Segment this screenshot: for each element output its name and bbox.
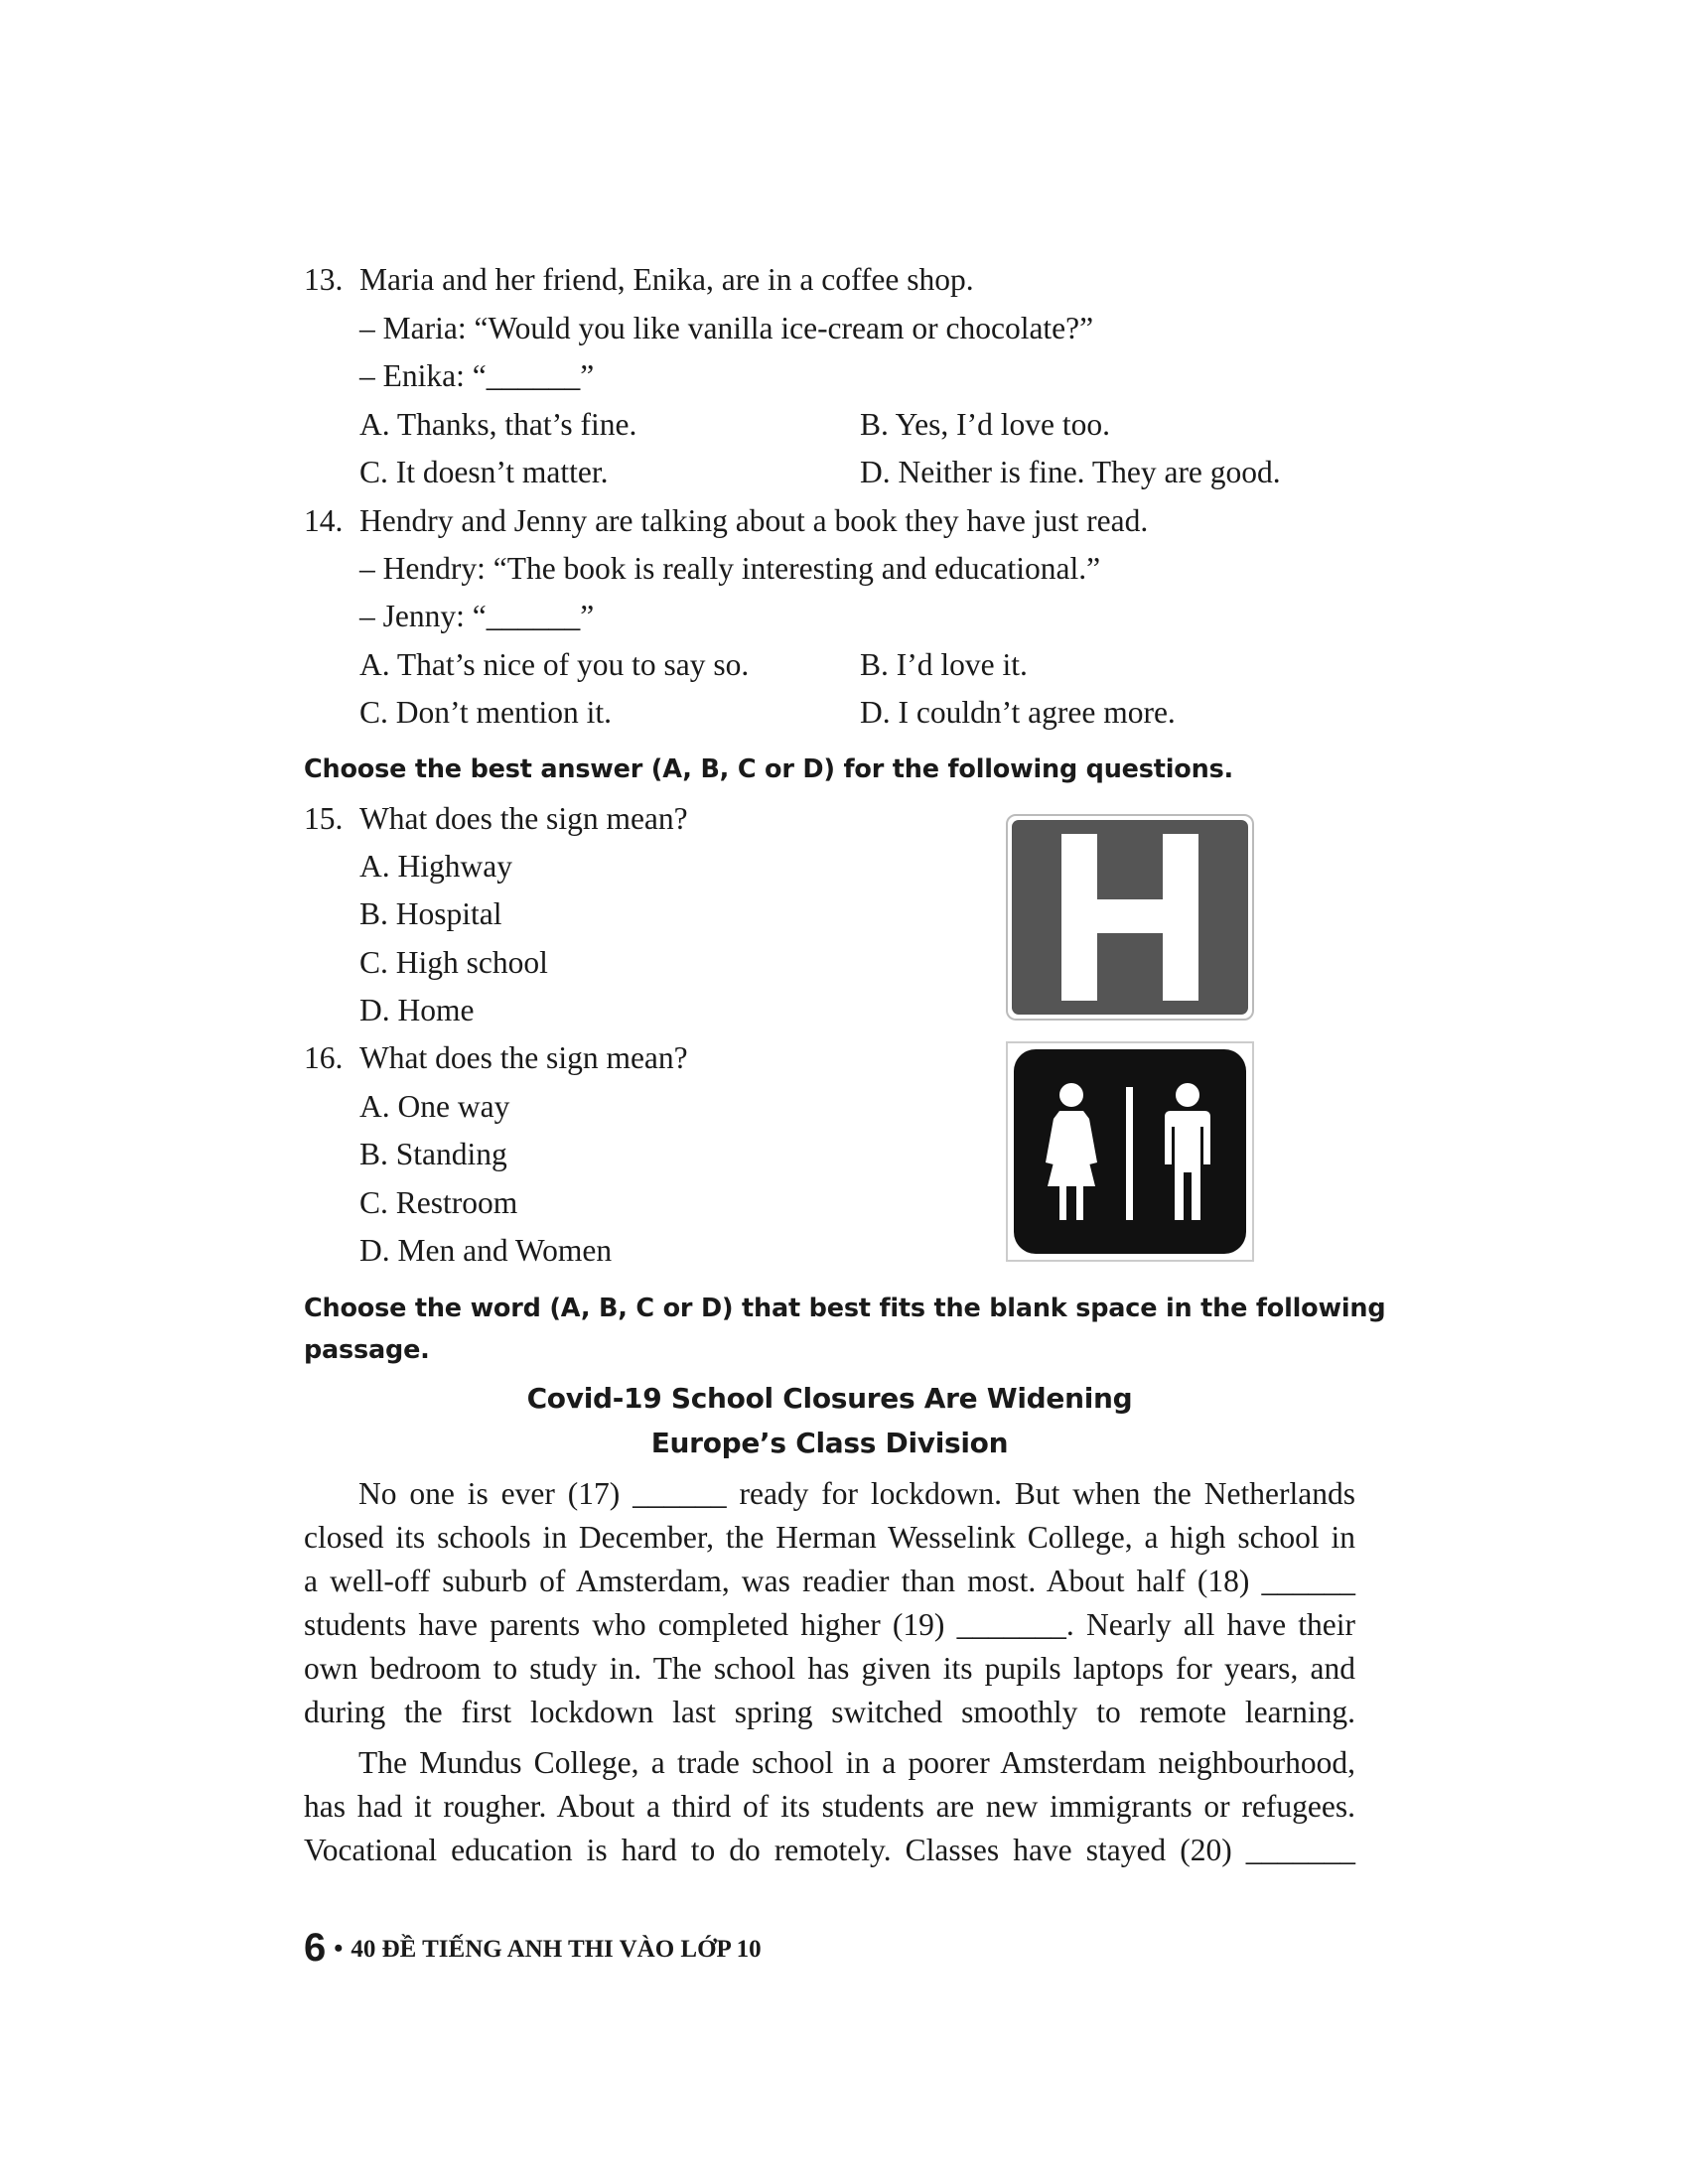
- restroom-sign-icon: [1006, 1041, 1254, 1262]
- passage-instruction-line: passage.: [304, 1335, 430, 1365]
- passage-line: No one is ever (17) ______ ready for lockdown. But when the Netherlands: [358, 1476, 1355, 1511]
- option-d: D. Home: [359, 993, 475, 1027]
- option-a: A. That’s nice of you to say so.: [359, 647, 750, 682]
- dialogue-line: – Enika: “______”: [359, 358, 595, 393]
- question-number: 13.: [304, 262, 344, 297]
- option-b: B. Yes, I’d love too.: [860, 407, 1111, 442]
- passage-line: closed its schools in December, the Herman Wesselink College, a high school in: [304, 1520, 1355, 1555]
- option-d: D. I couldn’t agree more.: [860, 695, 1176, 730]
- option-c: C. High school: [359, 945, 548, 980]
- question-13-stem: [304, 260, 974, 300]
- option-d: D. Men and Women: [359, 1233, 613, 1268]
- passage-line: students have parents who completed higher (19) _______. Nearly all have their: [304, 1607, 1355, 1642]
- dialogue-line: – Hendry: “The book is really interesting and educational.”: [359, 551, 1101, 586]
- question-text: Hendry and Jenny are talking about a book they have just read.: [359, 503, 1149, 538]
- passage-title: Covid-19 School Closures Are Widening: [526, 1382, 1133, 1415]
- question-text: Maria and her friend, Enika, are in a coffee shop.: [359, 262, 974, 297]
- option-a: A. One way: [359, 1089, 510, 1124]
- option-b: B. I’d love it.: [860, 647, 1028, 682]
- option-a: A. Highway: [359, 849, 512, 884]
- passage-line: The Mundus College, a trade school in a poorer Amsterdam neighbourhood,: [358, 1745, 1355, 1780]
- question-number: 15.: [304, 801, 344, 836]
- passage-line: has had it rougher. About a third of its students are new immigrants or refugees.: [304, 1789, 1355, 1824]
- book-title: 40 ĐỀ TIẾNG ANH THI VÀO LỚP 10: [351, 1936, 762, 1963]
- footer-separator: •: [334, 1934, 344, 1963]
- hospital-h-sign-icon: [1006, 814, 1254, 1021]
- question-text: What does the sign mean?: [359, 801, 688, 836]
- dialogue-line: – Jenny: “______”: [359, 599, 595, 633]
- passage-line: during the first lockdown last spring switched smoothly to remote learning.: [304, 1695, 1355, 1729]
- passage-line: a well-off suburb of Amsterdam, was readier than most. About half (18) ______: [304, 1564, 1355, 1598]
- dialogue-line: – Maria: “Would you like vanilla ice-cream or chocolate?”: [359, 311, 1094, 345]
- passage-line: Vocational education is hard to do remotely. Classes have stayed (20) _______: [304, 1833, 1355, 1867]
- option-c: C. It doesn’t matter.: [359, 455, 609, 489]
- section-instruction: Choose the best answer (A, B, C or D) for the following questions.: [304, 754, 1234, 784]
- page-number: 6: [304, 1926, 327, 1970]
- question-number: 14.: [304, 503, 344, 538]
- question-15-stem: [304, 799, 688, 839]
- option-a: A. Thanks, that’s fine.: [359, 407, 637, 442]
- passage-instruction-line: Choose the word (A, B, C or D) that best fits the blank space in the following: [304, 1294, 1386, 1323]
- passage-title: Europe’s Class Division: [650, 1427, 1009, 1459]
- question-text: What does the sign mean?: [359, 1040, 688, 1075]
- option-c: C. Restroom: [359, 1185, 518, 1220]
- divider-bar: [1126, 1087, 1133, 1220]
- passage-line: own bedroom to study in. The school has given its pupils laptops for years, and: [304, 1651, 1355, 1686]
- option-c: C. Don’t mention it.: [359, 695, 613, 730]
- question-number: 16.: [304, 1040, 344, 1075]
- page-footer: [304, 1926, 762, 1972]
- question-14-stem: [304, 501, 1148, 541]
- option-b: B. Hospital: [359, 896, 502, 931]
- option-b: B. Standing: [359, 1137, 507, 1171]
- question-16-stem: [304, 1038, 688, 1078]
- option-d: D. Neither is fine. They are good.: [860, 455, 1281, 489]
